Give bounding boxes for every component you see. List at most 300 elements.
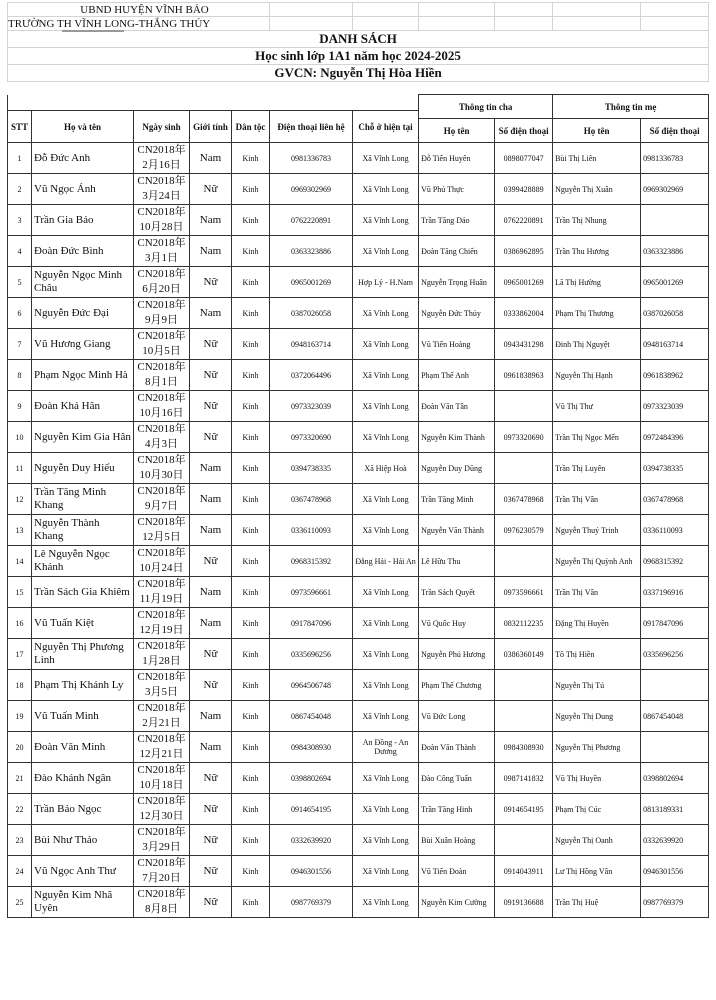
address: [353, 546, 419, 577]
col-name: Họ và tên: [32, 111, 134, 143]
mother-phone: [641, 701, 709, 732]
table-row: [8, 732, 709, 763]
ethnic: [232, 670, 270, 701]
father-name-text: Phạm Thế Anh: [421, 370, 469, 380]
student-name-text: Nguyễn Thị Phương Linh: [34, 641, 124, 666]
gender-text: Nam: [199, 741, 222, 753]
stt: [8, 608, 32, 639]
stt-text: 5: [17, 277, 22, 287]
dob-text: CN2018年: [137, 144, 186, 156]
table-row: [8, 360, 709, 391]
mother-phone: [641, 453, 709, 484]
mother-name-text: Trần Thị Huệ: [555, 897, 599, 907]
address-text: An Đồng - An Dương: [362, 738, 409, 756]
father-name: [419, 825, 495, 856]
gender-text: Nam: [199, 152, 222, 164]
contact-phone-text: 0914654195: [291, 804, 331, 814]
father-phone-text: 0914043911: [503, 866, 544, 876]
father-name-text: Trần Tăng Hinh: [421, 804, 473, 814]
mother-name-text: Nguyễn Thị Phương: [555, 742, 621, 752]
ethnic: [232, 794, 270, 825]
gender: [190, 267, 232, 298]
dob-text: 7月20日: [142, 872, 181, 884]
ethnic-text: Kinh: [242, 370, 259, 380]
contact-phone-text: 0968315392: [291, 556, 331, 566]
father-name: [419, 205, 495, 236]
mother-name: [553, 639, 641, 670]
gender: [190, 546, 232, 577]
address: [353, 298, 419, 329]
father-name: [419, 701, 495, 732]
contact-phone: [270, 267, 353, 298]
student-name-text: Nguyễn Thành Khang: [34, 517, 100, 542]
father-name-text: Vũ Tiến Hoàng: [421, 339, 471, 349]
mother-name-text: Nguyễn Thị Oanh: [555, 835, 613, 845]
student-name: [32, 391, 134, 422]
stt-text: 14: [15, 556, 24, 566]
father-phone: [495, 236, 553, 267]
student-name-text: Vũ Tuấn Minh: [34, 709, 99, 722]
dob-text: CN2018年: [137, 795, 186, 807]
ethnic: [232, 856, 270, 887]
stt-text: 13: [15, 525, 24, 535]
contact-phone-text: 0367478968: [291, 494, 331, 504]
gender: [190, 360, 232, 391]
ethnic-text: Kinh: [242, 742, 259, 752]
father-name-text: Đoàn Văn Tân: [421, 401, 468, 411]
father-phone-text: 0961838963: [503, 370, 544, 380]
contact-phone: [270, 825, 353, 856]
dob-text: 6月20日: [142, 283, 181, 295]
student-name-text: Vũ Tuấn Kiệt: [34, 616, 94, 629]
gender-text: Nữ: [203, 183, 218, 195]
gender: [190, 794, 232, 825]
contact-phone-text: 0363323886: [291, 246, 331, 256]
col-address: Chỗ ở hiện tại: [353, 111, 419, 143]
father-name-text: Nguyễn Đức Thủy: [421, 308, 481, 318]
mother-name-text: Nguyễn Thị Xuân: [555, 184, 613, 194]
ethnic-text: Kinh: [242, 649, 259, 659]
dob-text: 1月28日: [142, 655, 181, 667]
dob: [134, 298, 190, 329]
gender: [190, 887, 232, 918]
father-name: [419, 174, 495, 205]
dob-text: 10月28日: [139, 221, 184, 233]
address: [353, 329, 419, 360]
mother-phone: [641, 329, 709, 360]
stt-text: 16: [15, 618, 24, 628]
mother-name: [553, 391, 641, 422]
contact-phone-text: 0867454048: [291, 711, 331, 721]
dob-text: CN2018年: [137, 609, 186, 621]
contact-phone-text: 0335696256: [291, 649, 331, 659]
dob-text: CN2018年: [137, 206, 186, 218]
table-row: [8, 763, 709, 794]
mother-name: [553, 794, 641, 825]
mother-name: [553, 484, 641, 515]
student-name-text: Vũ Hương Giang: [34, 337, 111, 350]
address: [353, 825, 419, 856]
student-name-text: Trần Gia Bảo: [34, 213, 94, 226]
dob: [134, 236, 190, 267]
dob: [134, 391, 190, 422]
mother-name-text: Nguyễn Thị Tú: [555, 680, 605, 690]
student-name: [32, 732, 134, 763]
mother-phone: [641, 205, 709, 236]
student-name-text: Phạm Thị Khánh Ly: [34, 678, 124, 691]
mother-name-text: Phạm Thị Cúc: [555, 804, 602, 814]
stt: [8, 236, 32, 267]
gender-text: Nữ: [203, 772, 218, 784]
father-name-text: Trần Tăng Dảo: [421, 215, 470, 225]
dob-text: CN2018年: [137, 330, 186, 342]
address: [353, 174, 419, 205]
father-name-text: Đào Công Tuấn: [421, 773, 472, 783]
table-row: [8, 670, 709, 701]
father-phone-text: 0367478968: [503, 494, 544, 504]
student-name: [32, 608, 134, 639]
contact-phone: [270, 639, 353, 670]
dob: [134, 515, 190, 546]
ethnic-text: Kinh: [242, 463, 259, 473]
father-phone: [495, 608, 553, 639]
stt: [8, 360, 32, 391]
mother-phone: [641, 391, 709, 422]
father-phone: [495, 298, 553, 329]
stt-text: 7: [17, 339, 22, 349]
mother-name: [553, 143, 641, 174]
dob-text: CN2018年: [137, 268, 186, 280]
student-name: [32, 205, 134, 236]
dob-text: 10月18日: [139, 779, 184, 791]
mother-phone: [641, 484, 709, 515]
address: [353, 360, 419, 391]
col-mother-phone: Số điện thoại: [641, 119, 709, 143]
mother-name: [553, 174, 641, 205]
student-name: [32, 267, 134, 298]
mother-phone-text: 0336110093: [643, 525, 683, 535]
student-name-text: Nguyễn Kim Gia Hân: [34, 430, 131, 443]
father-name: [419, 670, 495, 701]
dob: [134, 825, 190, 856]
contact-phone-text: 0987769379: [291, 897, 331, 907]
ethnic: [232, 887, 270, 918]
student-name: [32, 453, 134, 484]
gender: [190, 639, 232, 670]
mother-name: [553, 422, 641, 453]
father-phone: [495, 143, 553, 174]
dob-text: CN2018年: [137, 454, 186, 466]
stt: [8, 453, 32, 484]
father-name-text: Phạm Thế Chương: [421, 680, 482, 690]
stt-text: 4: [17, 246, 22, 256]
ethnic-text: Kinh: [242, 246, 259, 256]
mother-name-text: Lã Thị Hường: [555, 277, 601, 287]
ethnic: [232, 236, 270, 267]
table-row: [8, 391, 709, 422]
gender-text: Nữ: [203, 896, 218, 908]
stt: [8, 298, 32, 329]
ethnic: [232, 701, 270, 732]
father-name: [419, 298, 495, 329]
gender: [190, 484, 232, 515]
gender-text: Nữ: [203, 834, 218, 846]
contact-phone-text: 0398802694: [291, 773, 331, 783]
stt-text: 24: [15, 866, 24, 876]
table-row: [8, 825, 709, 856]
father-phone: [495, 825, 553, 856]
address-text: Xã Vĩnh Long: [362, 339, 409, 349]
father-phone: [495, 856, 553, 887]
dob-text: 3月29日: [142, 841, 181, 853]
father-phone: [495, 453, 553, 484]
father-name: [419, 639, 495, 670]
table-row: [8, 577, 709, 608]
mother-phone: [641, 577, 709, 608]
student-name-text: Lê Nguyễn Ngọc Khánh: [34, 548, 110, 573]
father-phone: [495, 577, 553, 608]
stt: [8, 205, 32, 236]
mother-name: [553, 329, 641, 360]
mother-phone-text: 0363323886: [643, 246, 684, 256]
gender-text: Nữ: [203, 276, 218, 288]
table-row: [8, 174, 709, 205]
mother-phone: [641, 856, 709, 887]
contact-phone-text: 0969302969: [291, 184, 331, 194]
mother-phone-text: 0965001269: [643, 277, 684, 287]
mother-name-text: Bùi Thị Liên: [555, 153, 597, 163]
mother-phone-text: 0337196916: [643, 587, 684, 597]
student-name: [32, 794, 134, 825]
ethnic-text: Kinh: [242, 215, 259, 225]
gender: [190, 670, 232, 701]
dob: [134, 329, 190, 360]
address-text: Xã Vĩnh Long: [362, 246, 409, 256]
father-name-text: Đoàn Tăng Chiến: [421, 246, 478, 256]
mother-name: [553, 236, 641, 267]
father-name-text: Đỗ Tiến Huyên: [421, 153, 471, 163]
dob-text: 3月24日: [142, 190, 181, 202]
stt: [8, 515, 32, 546]
table-row: [8, 484, 709, 515]
contact-phone-text: 0372064496: [291, 370, 331, 380]
father-name-text: Nguyễn Trọng Huân: [421, 277, 487, 287]
address-text: Xã Vĩnh Long: [362, 618, 409, 628]
address-text: Hợp Lý - H.Nam: [358, 277, 413, 287]
mother-name-text: Trần Thị Nhung: [555, 215, 607, 225]
dob: [134, 174, 190, 205]
contact-phone-text: 0981336783: [291, 153, 331, 163]
mother-phone-text: 0981336783: [643, 153, 684, 163]
father-name: [419, 453, 495, 484]
contact-phone-text: 0973320690: [291, 432, 331, 442]
dob-text: 10月16日: [139, 407, 184, 419]
contact-phone: [270, 329, 353, 360]
ethnic: [232, 732, 270, 763]
contact-phone: [270, 608, 353, 639]
ethnic-text: Kinh: [242, 308, 259, 318]
address-text: Xã Vĩnh Long: [362, 773, 409, 783]
stt: [8, 732, 32, 763]
ethnic: [232, 298, 270, 329]
address: [353, 422, 419, 453]
father-name-text: Vũ Quốc Huy: [421, 618, 466, 628]
ethnic-text: Kinh: [242, 401, 259, 411]
stt-text: 21: [15, 773, 24, 783]
mother-phone-text: 0813189331: [643, 804, 684, 814]
stt-text: 15: [15, 587, 24, 597]
dob-text: 8月8日: [145, 903, 178, 915]
school-name: TRƯỜNG TH VĨNH LONG-THẮNG THỦY: [8, 17, 270, 31]
mother-phone-text: 0969302969: [643, 184, 684, 194]
address-text: Xã Vĩnh Long: [362, 184, 409, 194]
table-row: [8, 794, 709, 825]
father-name-text: Vũ Đức Long: [421, 711, 466, 721]
mother-phone-text: 0867454048: [643, 711, 684, 721]
ethnic: [232, 329, 270, 360]
mother-name: [553, 515, 641, 546]
address: [353, 732, 419, 763]
address: [353, 267, 419, 298]
mother-phone-text: 0332639920: [643, 835, 684, 845]
address: [353, 577, 419, 608]
dob: [134, 267, 190, 298]
ethnic-text: Kinh: [242, 432, 259, 442]
dob-text: CN2018年: [137, 175, 186, 187]
student-name: [32, 887, 134, 918]
dob: [134, 856, 190, 887]
homeroom-teacher: GVCN: Nguyễn Thị Hòa Hiền: [8, 65, 709, 82]
dob: [134, 484, 190, 515]
dob-text: CN2018年: [137, 671, 186, 683]
stt-text: 23: [15, 835, 24, 845]
gender: [190, 205, 232, 236]
mother-phone: [641, 174, 709, 205]
student-name-text: Trần Sách Gia Khiêm: [34, 585, 130, 598]
table-row: [8, 453, 709, 484]
father-phone: [495, 391, 553, 422]
student-name: [32, 763, 134, 794]
contact-phone-text: 0336110093: [291, 525, 331, 535]
ethnic-text: Kinh: [242, 184, 259, 194]
student-name: [32, 298, 134, 329]
student-name: [32, 701, 134, 732]
gender: [190, 422, 232, 453]
mother-name: [553, 887, 641, 918]
mother-phone-text: 0948163714: [643, 339, 684, 349]
father-phone: [495, 484, 553, 515]
mother-phone: [641, 639, 709, 670]
address-text: Xã Vĩnh Long: [362, 494, 409, 504]
gender: [190, 608, 232, 639]
mother-phone: [641, 546, 709, 577]
mother-name-text: Đặng Thị Huyền: [555, 618, 609, 628]
stt-text: 18: [15, 680, 24, 690]
father-name-text: Vũ Tiến Đoàn: [421, 866, 467, 876]
father-phone: [495, 205, 553, 236]
ethnic-text: Kinh: [242, 339, 259, 349]
student-name: [32, 825, 134, 856]
col-father-phone: Số điện thoại: [495, 119, 553, 143]
table-row: [8, 701, 709, 732]
col-father-name: Họ tên: [419, 119, 495, 143]
contact-phone-text: 0332639920: [291, 835, 331, 845]
dob-text: CN2018年: [137, 578, 186, 590]
gender-text: Nam: [199, 214, 222, 226]
mother-phone-text: 0987769379: [643, 897, 684, 907]
father-phone: [495, 546, 553, 577]
mother-name: [553, 825, 641, 856]
gender: [190, 453, 232, 484]
mother-phone: [641, 825, 709, 856]
address: [353, 887, 419, 918]
stt-text: 25: [15, 897, 24, 907]
contact-phone: [270, 577, 353, 608]
gender: [190, 732, 232, 763]
address-text: Xã Vĩnh Long: [362, 835, 409, 845]
gender-text: Nữ: [203, 431, 218, 443]
student-name: [32, 515, 134, 546]
dob: [134, 608, 190, 639]
contact-phone: [270, 515, 353, 546]
table-row: [8, 236, 709, 267]
mother-name-text: Trần Thị Vân: [555, 587, 599, 597]
ethnic-text: Kinh: [242, 153, 259, 163]
mother-phone-text: 0394738335: [643, 463, 684, 473]
dob-text: CN2018年: [137, 237, 186, 249]
address-text: Xã Vĩnh Long: [362, 370, 409, 380]
address: [353, 608, 419, 639]
contact-phone-text: 0394738335: [291, 463, 331, 473]
dob-text: 4月3日: [145, 438, 178, 450]
dob-text: 11月19日: [139, 593, 184, 605]
address: [353, 701, 419, 732]
ethnic-text: Kinh: [242, 556, 259, 566]
table-row: [8, 639, 709, 670]
mother-phone: [641, 298, 709, 329]
dob-text: 9月9日: [145, 314, 178, 326]
contact-phone: [270, 794, 353, 825]
father-name: [419, 577, 495, 608]
mother-phone-text: 0946301556: [643, 866, 684, 876]
gender: [190, 856, 232, 887]
address: [353, 763, 419, 794]
father-name-text: Nguyễn Duy Dũng: [421, 463, 482, 473]
address: [353, 639, 419, 670]
ethnic-text: Kinh: [242, 866, 259, 876]
address-text: Xã Vĩnh Long: [362, 215, 409, 225]
mother-name: [553, 453, 641, 484]
gender-text: Nam: [199, 617, 222, 629]
dob-text: CN2018年: [137, 485, 186, 497]
address-text: Xã Vĩnh Long: [362, 804, 409, 814]
father-name-text: Đoàn Văn Thành: [421, 742, 476, 752]
stt: [8, 577, 32, 608]
mother-name-text: Vũ Thị Thư: [555, 401, 593, 411]
gender: [190, 329, 232, 360]
ethnic: [232, 267, 270, 298]
student-name: [32, 236, 134, 267]
gender-text: Nam: [199, 586, 222, 598]
mother-phone-text: 0387026058: [643, 308, 684, 318]
father-name-text: Nguyễn Văn Thành: [421, 525, 484, 535]
father-phone-text: 0898077047: [503, 153, 544, 163]
mother-phone-text: 0335696256: [643, 649, 684, 659]
dob-text: 3月1日: [145, 252, 178, 264]
dob-text: 12月30日: [139, 810, 184, 822]
dob: [134, 360, 190, 391]
ethnic: [232, 639, 270, 670]
